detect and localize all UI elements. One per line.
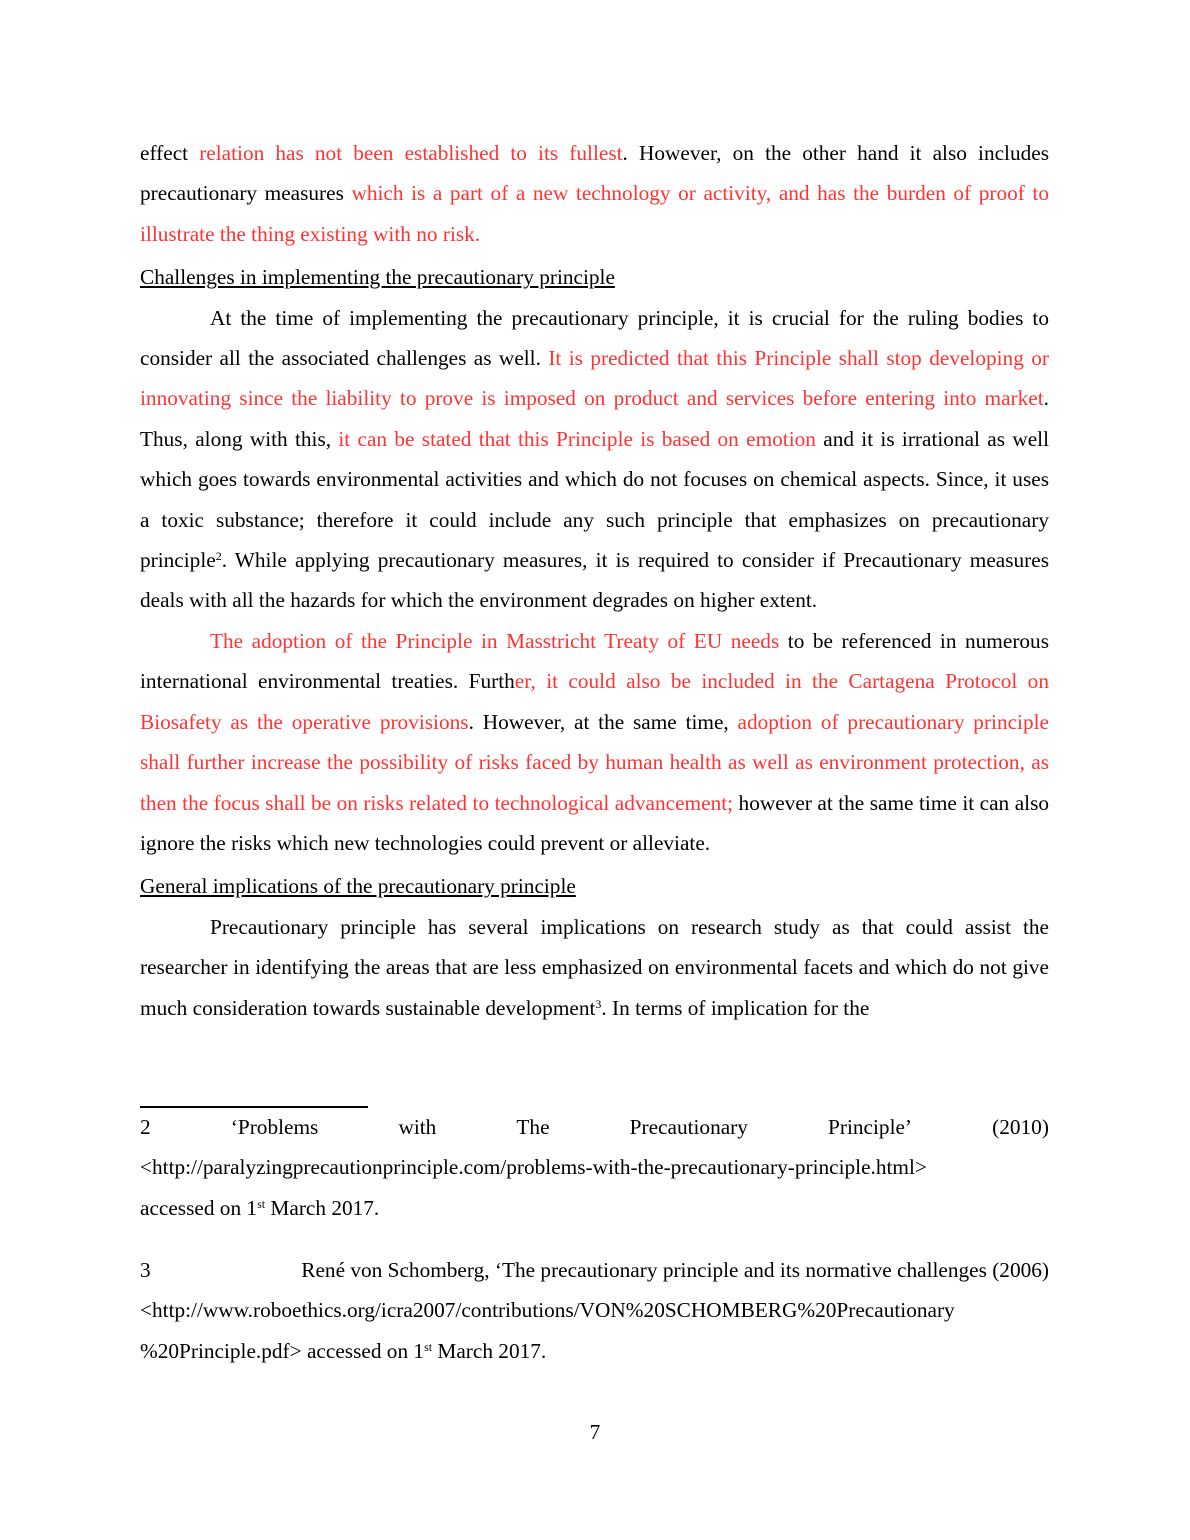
text-span: and it is irrational as well which goes towards environmental activities and which do not focuses on chemical aspects. Since, it uses a toxic substance; therefore it could include any such principle that emphasizes on precautionary principle <box>140 426 1049 573</box>
footnote-word: ‘Problems <box>230 1115 319 1139</box>
ordinal-suffix: st <box>424 1339 433 1354</box>
footnote-reference[interactable]: 3 <box>595 996 602 1011</box>
paragraph-adoption <box>140 621 1049 863</box>
footnote-number: 2 <box>140 1115 151 1139</box>
text-span: March 2017. <box>432 1338 547 1363</box>
text-span: effect <box>140 141 200 165</box>
highlighted-text: It is predicted that this Principle shall stop developing or innovating since the liability to prove is imposed on product and services before entering into market <box>140 346 1049 411</box>
body-text <box>140 133 1049 1028</box>
text-span: At the time of implementing the precautionary principle, it is crucial for the ruling bodies to consider all the associated challenges as well. <box>140 305 1049 371</box>
footnote-word: The <box>516 1115 550 1139</box>
highlighted-text: er, it could also be included in the Cartagena Protocol on Biosafety as the operative provisions <box>140 669 1049 734</box>
text-span: . However, on the other hand it also includes precautionary measures <box>140 141 1050 206</box>
text-span: to be referenced in numerous international environmental treaties. Furth <box>140 628 1049 694</box>
text-span: . While applying precautionary measures, it is required to consider if Precautionary measures deals with all the hazards for which the environment degrades on higher extent. <box>140 548 1049 613</box>
paragraph-implications <box>140 907 1049 1028</box>
page-number: 7 <box>589 1420 601 1444</box>
highlighted-text: The adoption of the Principle in Masstricht Treaty of EU needs <box>210 628 780 653</box>
text-span: . However, at the same time, <box>468 709 738 734</box>
section-heading-implications: General implications of the precautionary principle <box>140 874 576 899</box>
footnote-url-continued[interactable]: %20Principle.pdf> <box>140 1338 302 1363</box>
footnote-accessed <box>140 1188 1049 1228</box>
highlighted-text: adoption of precautionary principle shall further increase the possibility of risks faced by human health as well as environment protection, as then the focus shall be on risks related to technological advancement; <box>140 709 1049 815</box>
footnote-word: with <box>398 1115 437 1139</box>
text-span: accessed on 1 <box>140 1195 258 1220</box>
footnote-url[interactable]: <http://paralyzingprecautionprinciple.com/problems-with-the-precautionary-principle.html> <box>140 1155 927 1180</box>
section-heading-challenges: Challenges in implementing the precautionary principle <box>140 265 615 290</box>
text-span: March 2017. <box>265 1195 380 1220</box>
text-span: Precautionary principle has several implications on research study as that could assist the researcher in identifying the areas that are less emphasized on environmental facets and which do not give much consideration towards sustainable development <box>140 914 1049 1020</box>
footnote-accessed <box>140 1331 1049 1371</box>
footnote-word: Principle’ <box>828 1115 913 1139</box>
paragraph-top <box>140 133 1049 254</box>
footnote-url[interactable]: <http://www.roboethics.org/icra2007/contributions/VON%20SCHOMBERG%20Precautionary <box>140 1298 955 1323</box>
highlighted-text: which is a part of a new technology or activity, and has the burden of proof to illustrate the thing existing with no risk. <box>140 181 1049 246</box>
text-span: . Thus, along with this, <box>140 386 1049 451</box>
footnote-3 <box>140 1250 1049 1371</box>
footnote-word: Precautionary <box>629 1115 748 1139</box>
paragraph-challenges <box>140 298 1049 621</box>
ordinal-suffix: st <box>257 1196 266 1211</box>
footnote-word: (2010) <box>992 1115 1049 1139</box>
text-span: however at the same time it can also ignore the risks which new technologies could prevent or alleviate. <box>140 790 1050 855</box>
highlighted-text: it can be stated that this Principle is based on emotion <box>338 426 816 451</box>
footnote-number: 3 <box>140 1258 151 1282</box>
text-span: accessed on 1 <box>301 1338 425 1363</box>
footnote-2 <box>140 1107 1049 1228</box>
footnote-2-title-line <box>140 1107 1049 1147</box>
footnote-citation: René von Schomberg, ‘The precautionary principle and its normative challenges (2006) <box>295 1258 1049 1282</box>
footnote-reference[interactable]: 2 <box>215 549 222 564</box>
text-span: . In terms of implication for the <box>601 995 870 1020</box>
footnote-3-title-line <box>140 1250 1049 1290</box>
highlighted-text: relation has not been established to its fullest <box>199 141 623 165</box>
